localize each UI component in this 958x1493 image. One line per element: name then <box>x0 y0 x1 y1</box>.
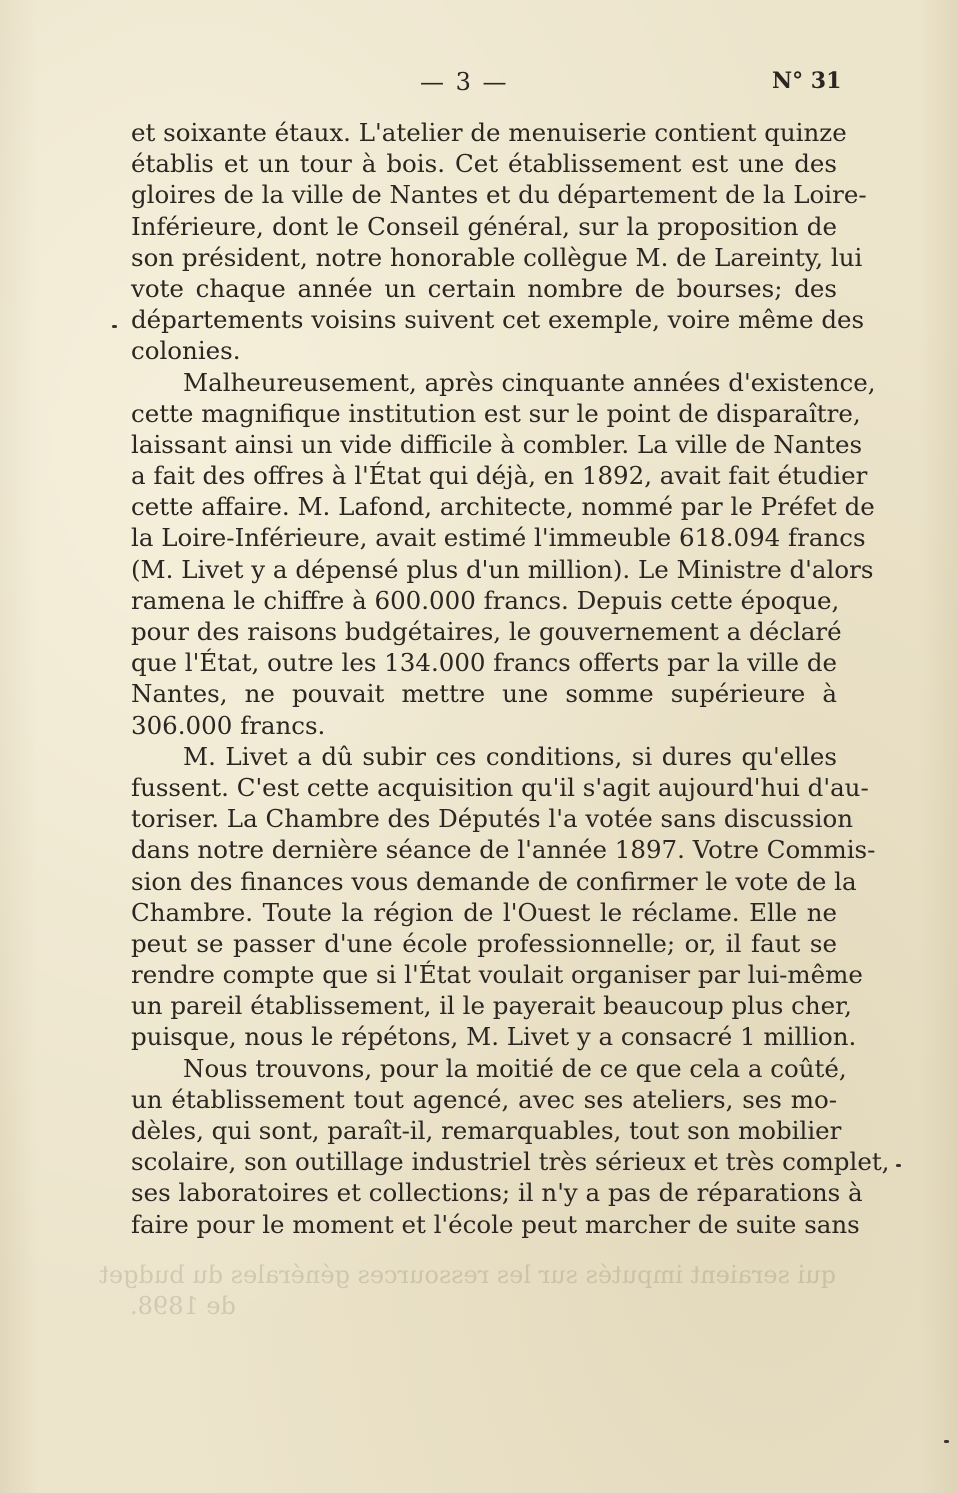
page-header <box>0 64 958 104</box>
text-line: fussent. C'est cette acquisition qu'il s'agit aujourd'hui d'au- <box>131 772 869 802</box>
ink-speck <box>944 1440 949 1443</box>
text-line: faire pour le moment et l'école peut marcher de suite sans <box>131 1209 860 1239</box>
text-line: Chambre. Toute la région de l'Ouest le réclame. Elle ne <box>131 897 837 927</box>
text-line: Nantes, ne pouvait mettre une somme supérieure à <box>131 679 837 709</box>
text-line: pour des raisons budgétaires, le gouvernement a déclaré <box>131 617 842 646</box>
text-line: un établissement tout agencé, avec ses ateliers, ses mo- <box>131 1084 837 1114</box>
text-line: puisque, nous le répétons, M. Livet y a consacré 1 million. <box>131 1022 857 1052</box>
text-line: départements voisins suivent cet exemple, voire même des <box>131 305 865 335</box>
text-line: toriser. La Chambre des Députés l'a votée sans discussion <box>131 804 853 834</box>
ink-speck <box>112 325 117 328</box>
text-line: la Loire-Inférieure, avait estimé l'immeuble 618.094 francs <box>131 523 866 553</box>
text-line: scolaire, son outillage industriel très sérieux et très complet, <box>131 1147 890 1177</box>
text-line: ramena le chiffre à 600.000 francs. Depuis cette époque, <box>131 585 840 615</box>
text-line: cette affaire. M. Lafond, architecte, nommé par le Préfet de <box>131 492 875 522</box>
text-line: dèles, qui sont, paraît-il, remarquables, tout son mobilier <box>131 1116 842 1145</box>
text-line: a fait des offres à l'État qui déjà, en 1892, avait fait étudier <box>131 461 868 491</box>
paragraph-4 <box>131 1053 890 1240</box>
text-line: dans notre dernière séance de l'année 1897. Votre Commis- <box>131 835 876 865</box>
text-line: et soixante étaux. L'atelier de menuiserie contient quinze <box>131 118 847 147</box>
show-through-line: qui seraient imputés sur les ressources générales du budget <box>99 1261 836 1289</box>
paragraph-3 <box>131 741 876 1053</box>
text-line: Inférieure, dont le Conseil général, sur la proposition de <box>131 211 837 241</box>
text-line: établis et un tour à bois. Cet établissement est une des <box>131 149 837 179</box>
text-line: M. Livet a dû subir ces conditions, si dures qu'elles <box>183 741 837 771</box>
show-through-line: de 1898. <box>130 1292 236 1320</box>
text-line: ses laboratoires et collections; il n'y a pas de réparations à <box>131 1178 863 1208</box>
text-line: Malheureusement, après cinquante années d'existence, <box>183 367 876 397</box>
text-line: que l'État, outre les 134.000 francs offerts par la ville de <box>131 648 837 678</box>
text-line: colonies. <box>131 336 241 366</box>
text-line: son président, notre honorable collègue M. de Lareinty, lui <box>131 242 863 272</box>
paragraph-2 <box>131 367 876 741</box>
text-line: sion des finances vous demande de confirmer le vote de la <box>131 866 857 896</box>
text-line: 306.000 francs. <box>131 710 326 740</box>
text-line: un pareil établissement, il le payerait beaucoup plus cher, <box>131 991 852 1021</box>
body-text <box>131 117 890 1240</box>
text-line: gloires de la ville de Nantes et du département de la Loire- <box>131 180 867 210</box>
text-line: peut se passer d'une école professionnelle; or, il faut se <box>131 928 837 958</box>
paragraph-1 <box>131 117 867 367</box>
text-line: vote chaque année un certain nombre de bourses; des <box>131 273 837 303</box>
text-line: laissant ainsi un vide difficile à combler. La ville de Nantes <box>131 429 863 459</box>
text-line: Nous trouvons, pour la moitié de ce que cela a coûté, <box>183 1053 847 1083</box>
ink-speck <box>896 1164 901 1167</box>
show-through-text <box>99 1260 836 1322</box>
text-line: cette magnifique institution est sur le point de disparaître, <box>131 398 861 428</box>
text-line: rendre compte que si l'État voulait organiser par lui-même <box>131 960 863 990</box>
text-line: (M. Livet y a dépensé plus d'un million). Le Ministre d'alors <box>131 554 874 584</box>
page-number: — 3 — <box>420 68 509 96</box>
document-number: N° 31 <box>772 68 842 94</box>
